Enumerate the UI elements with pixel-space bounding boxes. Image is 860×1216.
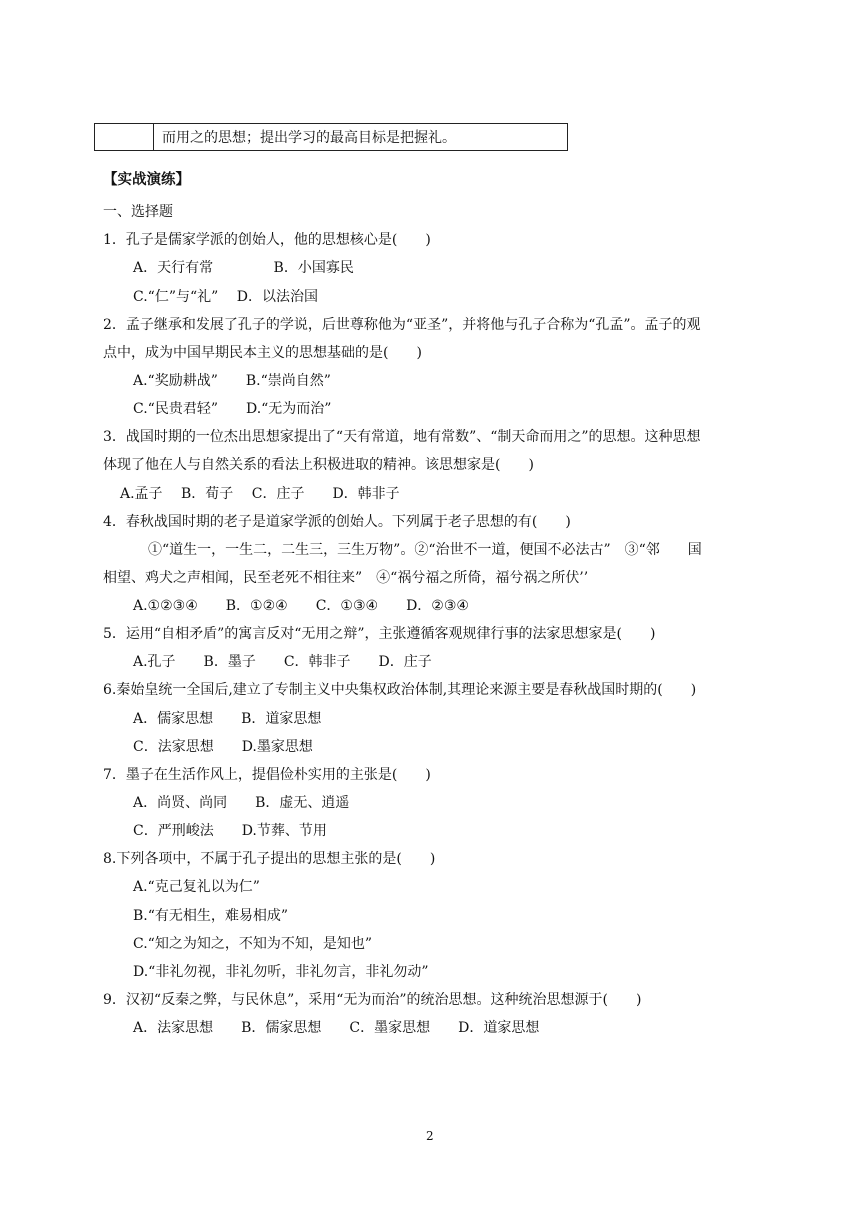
section-heading: 【实战演练】 bbox=[103, 172, 190, 188]
table-cell-text: 而用之的思想；提出学习的最高目标是把握礼。 bbox=[154, 124, 568, 151]
part-title: 一、选择题 bbox=[103, 204, 173, 220]
question-6-options-cd: C．法家思想 D.墨家思想 bbox=[133, 739, 313, 755]
question-1-options-ab: A．天行有常 B．小国寡民 bbox=[133, 260, 354, 276]
question-5-options: A.孔子 B．墨子 C．韩非子 D．庄子 bbox=[133, 654, 432, 670]
table-row bbox=[95, 124, 568, 151]
question-4-stem: 4．春秋战国时期的老子是道家学派的创始人。下列属于老子思想的有( ) bbox=[103, 514, 571, 530]
question-1-options-cd: C.“仁”与“礼” D．以法治国 bbox=[133, 289, 318, 305]
question-8-option-c: C.“知之为知之，不知为不知，是知也” bbox=[133, 936, 372, 952]
question-6-stem: 6.秦始皇统一全国后,建立了专制主义中央集权政治体制,其理论来源主要是春秋战国时期的( ) bbox=[103, 682, 697, 698]
question-9-options: A．法家思想 B．儒家思想 C．墨家思想 D．道家思想 bbox=[133, 1020, 540, 1036]
question-2-stem: 2．孟子继承和发展了孔子的学说，后世尊称他为“亚圣”，并将他与孔子合称为“孔孟”。孟子的观 bbox=[103, 317, 701, 333]
question-3-stem-cont: 体现了他在人与自然关系的看法上积极进取的精神。该思想家是( ) bbox=[103, 457, 534, 473]
question-8-option-b: B.“有无相生，难易相成” bbox=[133, 908, 289, 924]
question-8-option-a: A.“克己复礼以为仁” bbox=[133, 879, 260, 895]
question-7-options-cd: C．严刑峻法 D.节葬、节用 bbox=[133, 823, 327, 839]
question-7-options-ab: A．尚贤、尚同 B．虚无、逍遥 bbox=[133, 795, 350, 811]
question-1-stem: 1．孔子是儒家学派的创始人，他的思想核心是( ) bbox=[103, 232, 431, 248]
summary-table-fragment bbox=[94, 123, 568, 151]
question-4-options: A.①②③④ B．①②④ C．①③④ D．②③④ bbox=[133, 598, 469, 614]
question-8-option-d: D.“非礼勿视，非礼勿听，非礼勿言，非礼勿动” bbox=[133, 964, 429, 980]
page-number: 2 bbox=[426, 1129, 434, 1143]
question-7-stem: 7．墨子在生活作风上，提倡俭朴实用的主张是( ) bbox=[103, 767, 431, 783]
question-2-options-ab: A.“奖励耕战” B.“崇尚自然” bbox=[133, 373, 331, 389]
question-4-items: ①“道生一，一生二，二生三，三生万物”。②“治世不一道，便国不必法古” ③“邻 国 bbox=[148, 542, 702, 558]
question-4-items-cont: 相望、鸡犬之声相闻，民至老死不相往来” ④“祸兮福之所倚，福兮祸之所伏’’ bbox=[103, 570, 589, 586]
question-3-stem: 3．战国时期的一位杰出思想家提出了“天有常道，地有常数”、“制天命而用之”的思想。这种思想 bbox=[103, 429, 701, 445]
question-5-stem: 5．运用“自相矛盾”的寓言反对“无用之辩”，主张遵循客观规律行事的法家思想家是( ) bbox=[103, 626, 656, 642]
question-3-options: A.孟子 B．荀子 C．庄子 D．韩非子 bbox=[120, 486, 400, 502]
question-2-stem-cont: 点中，成为中国早期民本主义的思想基础的是( ) bbox=[103, 345, 422, 361]
question-2-options-cd: C.“民贵君轻” D.“无为而治” bbox=[133, 401, 332, 417]
table-cell-empty bbox=[95, 124, 154, 151]
question-9-stem: 9．汉初“反秦之弊，与民休息”，采用“无为而治”的统治思想。这种统治思想源于( ) bbox=[103, 992, 642, 1008]
question-8-stem: 8.下列各项中，不属于孔子提出的思想主张的是( ) bbox=[103, 851, 436, 867]
question-6-options-ab: A．儒家思想 B．道家思想 bbox=[133, 711, 322, 727]
